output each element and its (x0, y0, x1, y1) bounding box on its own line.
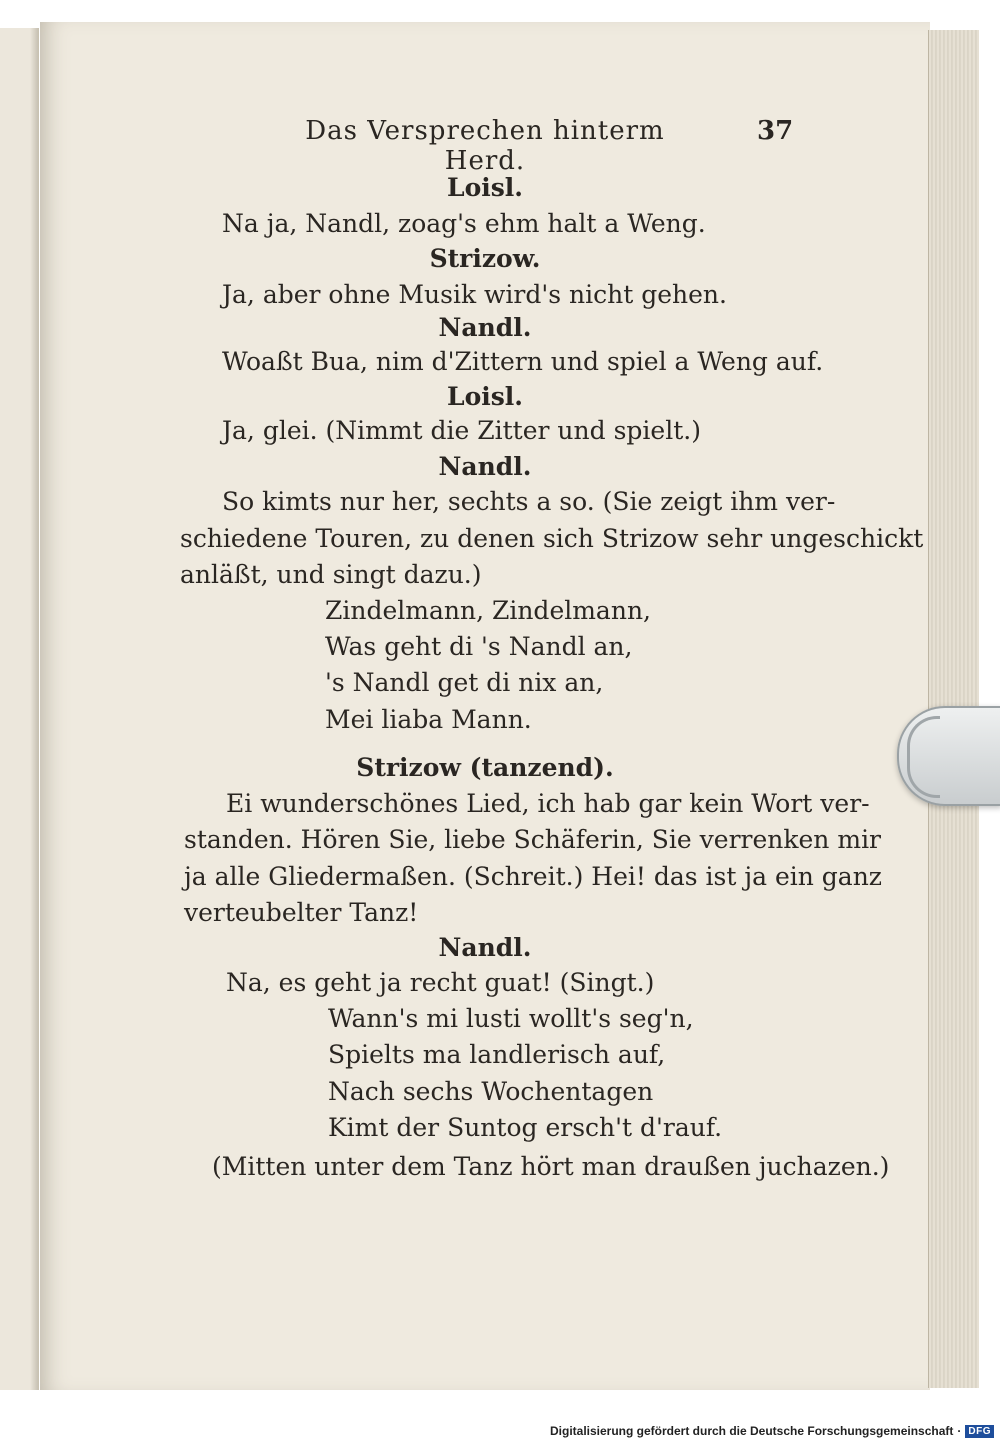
credit-text: Digitalisierung gefördert durch die Deutsche Forschungsgemeinschaft (549, 1424, 954, 1438)
speaker-heading: Nandl. (438, 313, 532, 342)
running-title: Das Versprechen hinterm Herd. (305, 116, 665, 176)
previous-page-edge (0, 28, 39, 1390)
verse-line: Mei liaba Mann. (325, 705, 532, 734)
dialogue-line: Na ja, Nandl, zoag's ehm halt a Weng. (222, 209, 706, 238)
speaker-heading: Nandl. (438, 933, 532, 962)
speaker-heading: Loisl. (446, 173, 524, 202)
verse-line: Nach sechs Wochentagen (328, 1077, 654, 1106)
verse-line: Kimt der Suntog ersch't d'rauf. (328, 1113, 723, 1142)
verse-line: Zindelmann, Zindelmann, (325, 596, 651, 625)
digitization-credit: Digitalisierung gefördert durch die Deutsche Forschungsgemeinschaft · DFG (550, 1421, 994, 1441)
speaker-heading: Nandl. (438, 452, 532, 481)
dialogue-line: ja alle Gliedermaßen. (Schreit.) Hei! das ist ja ein ganz (184, 862, 882, 891)
dialogue-line: standen. Hören Sie, liebe Schäferin, Sie verrenken mir (184, 825, 882, 854)
verse-line: 's Nandl get di nix an, (325, 668, 604, 697)
dialogue-line: schiedene Touren, zu denen sich Strizow sehr ungeschickt (180, 524, 924, 553)
speaker-heading: Loisl. (446, 382, 524, 411)
dialogue-line: Ja, aber ohne Musik wird's nicht gehen. (222, 280, 727, 309)
verse-line: Spielts ma landlerisch auf, (328, 1040, 666, 1069)
dialogue-line: Ei wunderschönes Lied, ich hab gar kein Wort ver- (226, 789, 870, 818)
dialogue-line: Na, es geht ja recht guat! (Singt.) (226, 968, 655, 997)
dfg-logo-icon: DFG (965, 1425, 994, 1438)
dialogue-line: Ja, glei. (Nimmt die Zitter und spielt.) (222, 416, 701, 445)
dialogue-line: Woaßt Bua, nim d'Zittern und spiel a Weng auf. (222, 347, 824, 376)
page-turn-tab[interactable] (897, 706, 1000, 806)
page-header (0, 116, 1000, 176)
dialogue-line: So kimts nur her, sechts a so. (Sie zeigt ihm ver- (222, 487, 836, 516)
dialogue-line: verteubelter Tanz! (184, 898, 419, 927)
stage-direction: (Mitten unter dem Tanz hört man draußen juchazen.) (212, 1152, 890, 1181)
speaker-heading: Strizow (tanzend). (356, 753, 614, 782)
speaker-heading: Strizow. (429, 244, 541, 273)
dialogue-line: anläßt, und singt dazu.) (180, 560, 482, 589)
verse-line: Was geht di 's Nandl an, (325, 632, 633, 661)
page-number: 37 (757, 116, 794, 146)
verse-line: Wann's mi lusti wollt's seg'n, (328, 1004, 694, 1033)
